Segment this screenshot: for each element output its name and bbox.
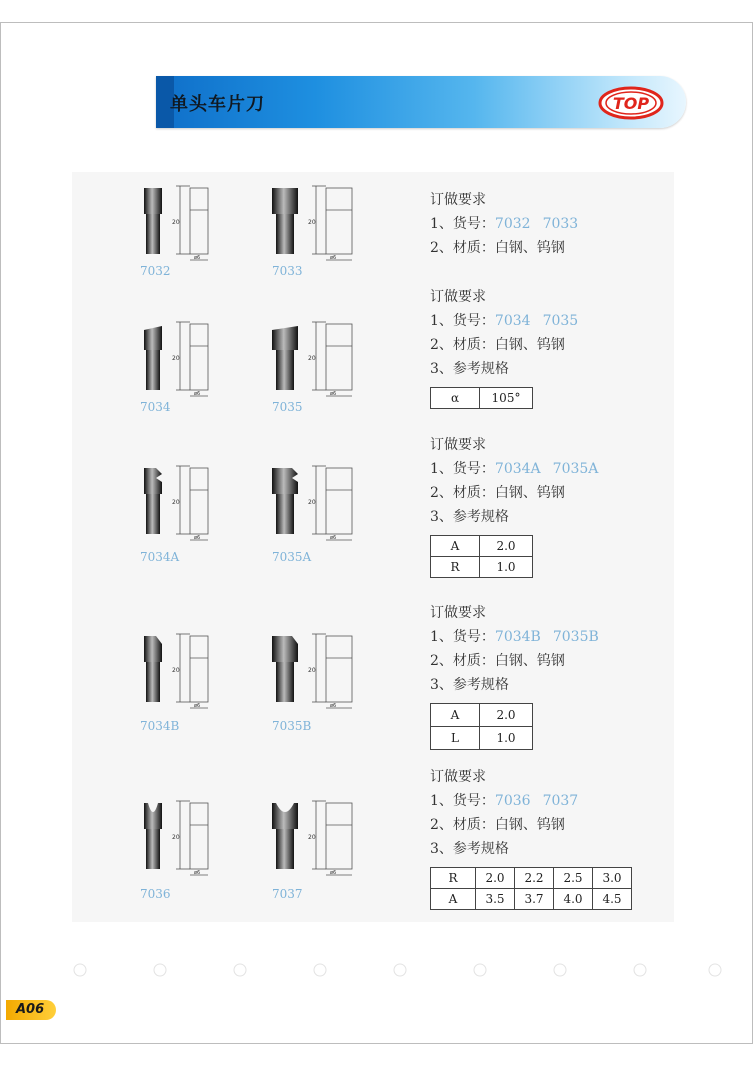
table-cell: 105° <box>480 388 533 409</box>
spec-block-3 <box>430 433 598 578</box>
svg-text:ø6: ø6 <box>194 535 201 541</box>
product-code: 7035B <box>552 629 599 645</box>
table-cell: 2.0 <box>480 536 533 557</box>
svg-text:20: 20 <box>308 219 316 226</box>
svg-text:20: 20 <box>172 499 180 506</box>
table-cell: A <box>431 704 480 727</box>
svg-text:20: 20 <box>308 499 316 506</box>
svg-text:ø6: ø6 <box>194 870 201 876</box>
spec-code-line: 1、货号：7034 7035 <box>430 313 579 329</box>
table-cell: 1.0 <box>480 727 533 750</box>
tool-drawing <box>140 180 260 262</box>
product-code: 7034A <box>494 461 541 477</box>
product-code: 7035A <box>552 461 599 477</box>
spec-block-4 <box>430 601 599 750</box>
spec-material: 2、材质：白钢、钨钢 <box>430 240 565 256</box>
svg-text:ø6: ø6 <box>330 391 337 397</box>
spec-ref-title: 3、参考规格 <box>430 509 509 525</box>
spec-table <box>430 867 632 910</box>
figure-label: 7034B <box>140 719 180 733</box>
svg-text:20: 20 <box>308 834 316 841</box>
svg-text:ø6: ø6 <box>194 703 201 709</box>
figure-label: 7035 <box>272 400 303 414</box>
spec-ref-title: 3、参考规格 <box>430 677 509 693</box>
svg-text:ø6: ø6 <box>330 703 337 709</box>
figure-label: 7034 <box>140 400 171 414</box>
spec-block-1 <box>430 188 578 260</box>
table-cell: R <box>431 868 476 889</box>
page-number-tab <box>6 1000 56 1020</box>
spec-table <box>430 535 533 578</box>
table-cell: L <box>431 727 480 750</box>
spec-ref-title: 3、参考规格 <box>430 361 509 377</box>
table-cell: 2.2 <box>515 868 554 889</box>
spec-block-2 <box>430 285 578 409</box>
spec-material: 2、材质：白钢、钨钢 <box>430 485 565 501</box>
tool-drawing <box>140 316 260 398</box>
svg-text:ø6: ø6 <box>330 535 337 541</box>
svg-text:ø6: ø6 <box>330 870 337 876</box>
spec-code-line: 1、货号：7036 7037 <box>430 793 579 809</box>
spec-heading: 订做要求 <box>430 605 486 621</box>
table-cell: 3.7 <box>515 889 554 910</box>
table-cell: 4.0 <box>554 889 593 910</box>
svg-text:20: 20 <box>172 667 180 674</box>
spec-code-line: 1、货号：7034A 7035A <box>430 461 599 477</box>
svg-text:20: 20 <box>308 667 316 674</box>
table-cell: 3.0 <box>593 868 632 889</box>
figure-label: 7032 <box>140 264 171 278</box>
table-cell: 1.0 <box>480 557 533 578</box>
spec-material: 2、材质：白钢、钨钢 <box>430 337 565 353</box>
spec-block-5 <box>430 765 632 910</box>
spec-material: 2、材质：白钢、钨钢 <box>430 817 565 833</box>
spec-material: 2、材质：白钢、钨钢 <box>430 653 565 669</box>
figure-label: 7035A <box>272 550 312 564</box>
product-code: 7034 <box>494 313 531 329</box>
top-logo <box>598 86 664 120</box>
spec-table <box>430 387 533 409</box>
svg-text:ø6: ø6 <box>330 255 337 261</box>
spec-heading: 订做要求 <box>430 192 486 208</box>
figure-label: 7035B <box>272 719 312 733</box>
page-title: 单头车片刀 <box>170 94 265 115</box>
table-cell: R <box>431 557 480 578</box>
product-code: 7033 <box>542 216 579 232</box>
product-code: 7036 <box>494 793 531 809</box>
figure-label: 7033 <box>272 264 303 278</box>
table-cell: A <box>431 889 476 910</box>
tool-drawing <box>268 316 388 398</box>
tool-drawing <box>268 460 388 542</box>
spec-code-line: 1、货号：7034B 7035B <box>430 629 599 645</box>
product-code: 7037 <box>542 793 579 809</box>
figure-label: 7034A <box>140 550 180 564</box>
product-code: 7034B <box>494 629 541 645</box>
table-cell: 2.5 <box>554 868 593 889</box>
svg-text:ø6: ø6 <box>194 391 201 397</box>
svg-text:20: 20 <box>172 834 180 841</box>
product-code: 7035 <box>542 313 579 329</box>
page-number: A06 <box>16 1002 45 1017</box>
figure-label: 7036 <box>140 887 171 901</box>
tool-drawing <box>140 795 260 877</box>
spec-table <box>430 703 533 750</box>
spec-heading: 订做要求 <box>430 769 486 785</box>
spec-code-line: 1、货号：7032 7033 <box>430 216 579 232</box>
svg-text:20: 20 <box>172 219 180 226</box>
spec-heading: 订做要求 <box>430 437 486 453</box>
tool-drawing <box>268 628 388 710</box>
table-cell: 2.0 <box>480 704 533 727</box>
tool-drawing <box>268 795 388 877</box>
svg-text:ø6: ø6 <box>194 255 201 261</box>
tool-drawing <box>268 180 388 262</box>
spec-heading: 订做要求 <box>430 289 486 305</box>
figure-label: 7037 <box>272 887 303 901</box>
svg-text:20: 20 <box>308 355 316 362</box>
watermark-band <box>0 955 755 985</box>
svg-text:20: 20 <box>172 355 180 362</box>
table-cell: 3.5 <box>476 889 515 910</box>
tool-drawing <box>140 628 260 710</box>
product-code: 7032 <box>494 216 531 232</box>
svg-text:TOP: TOP <box>612 94 650 113</box>
table-cell: 2.0 <box>476 868 515 889</box>
spec-ref-title: 3、参考规格 <box>430 841 509 857</box>
table-cell: 4.5 <box>593 889 632 910</box>
table-cell: A <box>431 536 480 557</box>
tool-drawing <box>140 460 260 542</box>
table-cell: α <box>431 388 480 409</box>
